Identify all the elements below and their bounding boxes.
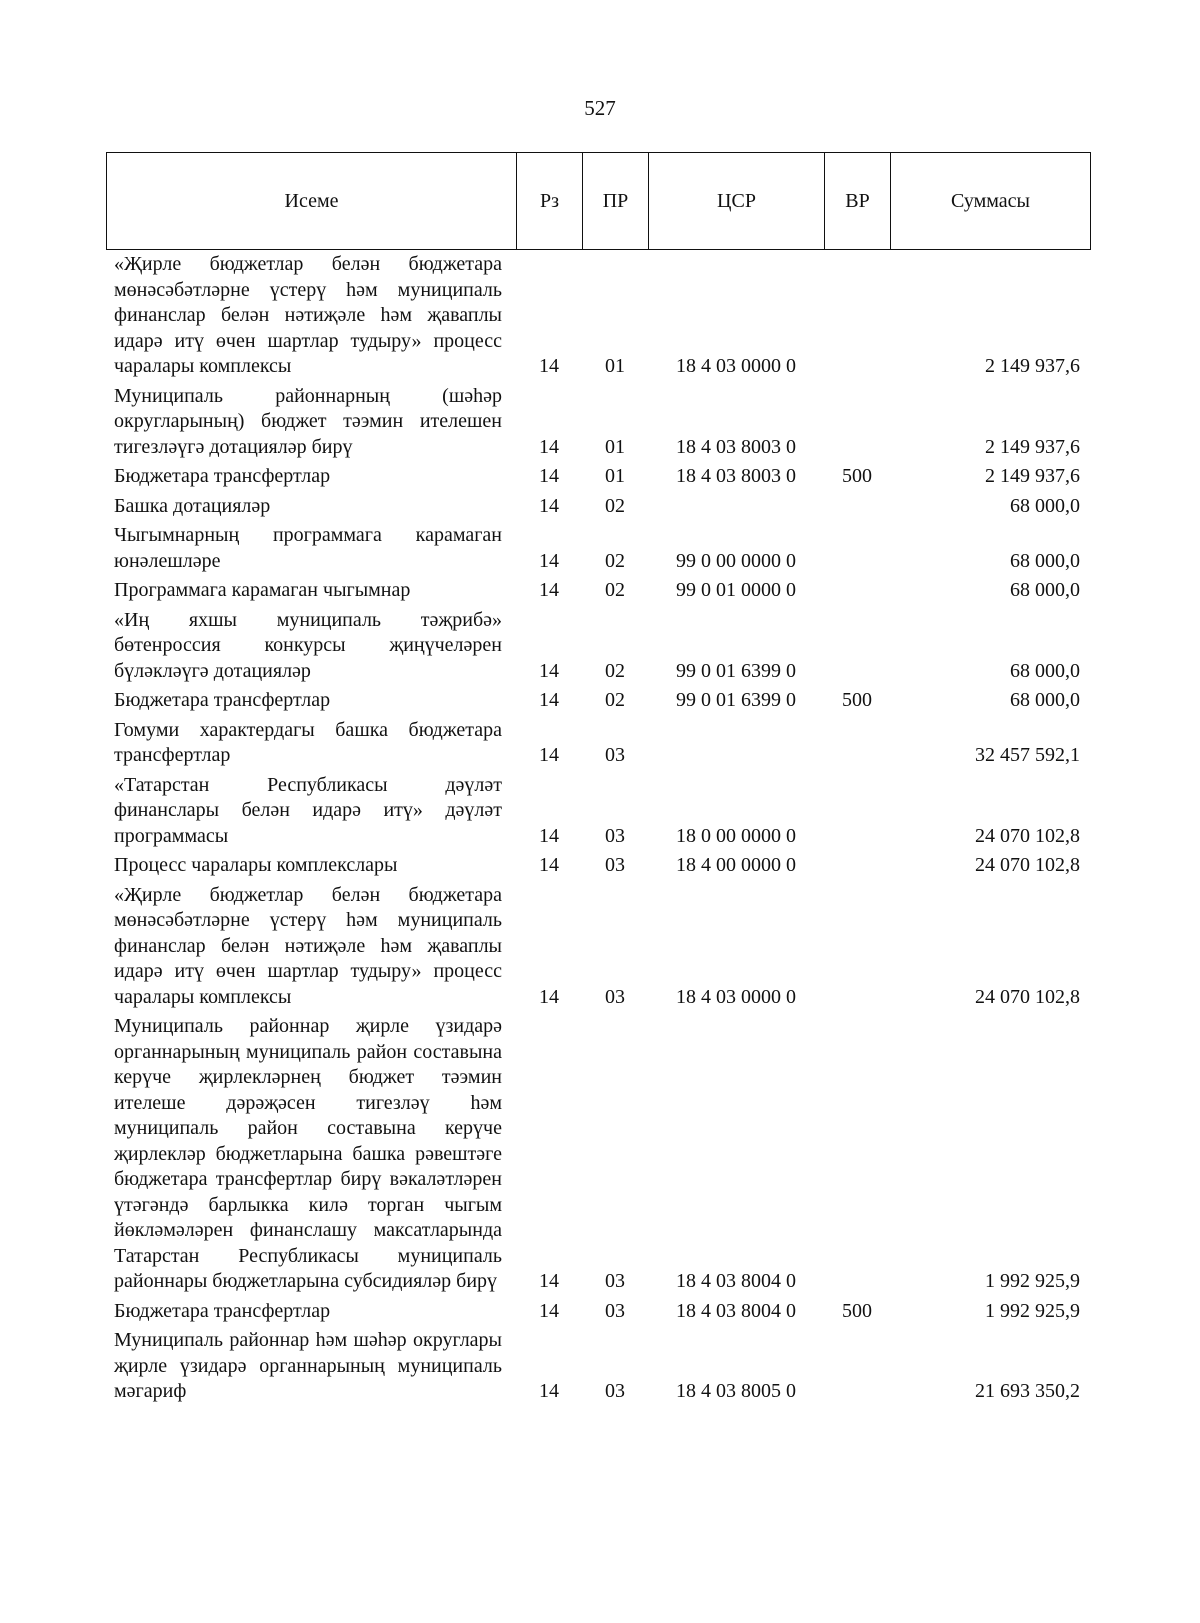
- cell-name: Бюджетара трансфертлар: [114, 689, 331, 711]
- table-row: [106, 773, 1090, 854]
- cell-csr: 99 0 01 6399 0: [676, 689, 796, 711]
- cell-name: «Җирле бюджетлар белән бюджетара мөнәсәбәтләрне үстерү һәм муниципаль финанслар белән нәтиҗәле һәм җаваплы идарә итү өчен шартлар тудыру» процесс чаралары комплексы: [114, 253, 502, 377]
- column-header-rz: Рз: [517, 153, 583, 250]
- cell-rz: 14: [539, 985, 559, 1008]
- cell-rz: 14: [539, 579, 559, 601]
- cell-pr: 03: [605, 824, 625, 847]
- column-header-vr: ВР: [825, 153, 891, 250]
- budget-table: [106, 252, 1090, 1409]
- cell-pr: 03: [605, 1270, 625, 1292]
- cell-name: Программага карамаган чыгымнар: [114, 579, 411, 601]
- cell-sum: 68 000,0: [1010, 689, 1080, 711]
- cell-vr: [824, 718, 890, 773]
- cell-pr: 01: [605, 355, 625, 377]
- cell-pr: 03: [605, 744, 625, 766]
- cell-vr: [824, 578, 890, 608]
- page-number: 527: [584, 96, 616, 120]
- cell-csr: 18 4 03 8004 0: [676, 1299, 796, 1322]
- table-row: [106, 523, 1090, 578]
- cell-name: «Җирле бюджетлар белән бюджетара мөнәсәбәтләрне үстерү һәм муниципаль финанслар белән нәтиҗәле һәм җаваплы идарә итү өчен шартлар тудыру» процесс чаралары комплексы: [114, 883, 502, 1008]
- cell-sum: 2 149 937,6: [985, 435, 1080, 458]
- table-body: [106, 252, 1090, 1409]
- cell-vr: 500: [842, 465, 872, 487]
- table-header: [106, 152, 1091, 250]
- cell-csr: 99 0 00 0000 0: [676, 549, 796, 572]
- cell-name: Башка дотацияләр: [114, 494, 271, 517]
- column-header-csr: ЦСР: [649, 153, 825, 250]
- cell-rz: 14: [539, 1270, 559, 1292]
- cell-name: Бюджетара трансфертлар: [114, 1299, 331, 1322]
- cell-vr: [824, 773, 890, 854]
- cell-pr: 01: [605, 465, 625, 487]
- cell-sum: 24 070 102,8: [975, 824, 1080, 847]
- cell-rz: 14: [539, 355, 559, 377]
- cell-name: Чыгымнарның программага карамаган юнәлешләре: [114, 524, 502, 572]
- cell-vr: 500: [842, 1299, 872, 1322]
- cell-vr: [824, 608, 890, 689]
- cell-pr: 02: [605, 494, 625, 517]
- cell-vr: [824, 853, 890, 883]
- cell-name: «Татарстан Республикасы дәүләт финанслары белән идарә итү» дәүләт программасы: [114, 773, 502, 847]
- cell-csr: [648, 718, 824, 773]
- table-row: [106, 608, 1090, 689]
- cell-sum: 68 000,0: [1010, 494, 1080, 517]
- cell-vr: [824, 1328, 890, 1409]
- cell-sum: 68 000,0: [1010, 659, 1080, 682]
- cell-rz: 14: [539, 494, 559, 517]
- table-row: [106, 1014, 1090, 1299]
- cell-sum: 68 000,0: [1010, 579, 1080, 601]
- table-row: [106, 578, 1090, 608]
- cell-name: Гомуми характердагы башка бюджетара трансфертлар: [114, 718, 502, 766]
- table-row: [106, 688, 1090, 718]
- cell-rz: 14: [539, 659, 559, 682]
- cell-sum: 1 992 925,9: [985, 1299, 1080, 1322]
- cell-vr: [824, 1014, 890, 1299]
- cell-vr: [824, 494, 890, 524]
- cell-csr: 18 4 03 0000 0: [676, 985, 796, 1008]
- cell-vr: [824, 523, 890, 578]
- cell-sum: 24 070 102,8: [975, 854, 1080, 876]
- cell-rz: 14: [539, 435, 559, 458]
- cell-sum: 1 992 925,9: [985, 1270, 1080, 1292]
- table-row: [106, 464, 1090, 494]
- cell-name: «Иң яхшы муниципаль тәҗрибә» бөтенроссия конкурсы җиңүчеләрен бүләкләүгә дотацияләр: [114, 608, 502, 682]
- column-header-sum: Суммасы: [891, 153, 1091, 250]
- cell-pr: 03: [605, 854, 625, 876]
- cell-csr: [648, 494, 824, 524]
- cell-rz: 14: [539, 854, 559, 876]
- table-row: [106, 883, 1090, 1015]
- cell-name: Муниципаль районнарның (шәһәр округларының) бюджет тәэмин ителешен тигезләүгә дотацияләр бирү: [114, 384, 502, 458]
- cell-pr: 02: [605, 549, 625, 572]
- cell-vr: 500: [842, 689, 872, 711]
- table-row: [106, 384, 1090, 465]
- cell-pr: 02: [605, 659, 625, 682]
- cell-csr: 18 0 00 0000 0: [676, 824, 796, 847]
- table-row: [106, 853, 1090, 883]
- table-row: [106, 494, 1090, 524]
- cell-vr: [824, 384, 890, 465]
- cell-csr: 18 4 03 8004 0: [676, 1270, 796, 1292]
- cell-rz: 14: [539, 824, 559, 847]
- cell-csr: 18 4 03 8003 0: [676, 435, 796, 458]
- cell-name: Муниципаль районнар һәм шәһәр округлары җирле үзидарә органнарының муниципаль мәгариф: [114, 1329, 502, 1402]
- cell-sum: 21 693 350,2: [975, 1380, 1080, 1402]
- cell-vr: [824, 252, 890, 384]
- cell-name: Муниципаль районнар җирле үзидарә органнарының муниципаль район составына керүче җирлекләрнең бюджет тәэмин ителеше дәрәҗәсен тигезләү һәм муниципаль район составына керүче җирлекләр бюджетларына башка рәвештәге бюджетара трансфертлар бирү вәкаләтләрен үтәгәндә барлыкка килә торган чыгым йөкләмәләрен финанслашу максатларында Татарстан Республикасы муниципаль районнары бюджетларына субсидияләр бирү: [114, 1015, 502, 1292]
- cell-pr: 03: [605, 1299, 625, 1322]
- column-header-name: Исеме: [107, 153, 517, 250]
- cell-vr: [824, 883, 890, 1015]
- cell-name: Бюджетара трансфертлар: [114, 465, 331, 487]
- table-row: [106, 1299, 1090, 1329]
- cell-pr: 03: [605, 1380, 625, 1402]
- column-header-pr: ПР: [583, 153, 649, 250]
- table-row: [106, 718, 1090, 773]
- cell-rz: 14: [539, 1299, 559, 1322]
- cell-sum: 24 070 102,8: [975, 985, 1080, 1008]
- cell-sum: 32 457 592,1: [975, 744, 1080, 766]
- cell-sum: 2 149 937,6: [985, 355, 1080, 377]
- cell-csr: 18 4 03 8003 0: [676, 465, 796, 487]
- cell-sum: 2 149 937,6: [985, 465, 1080, 487]
- cell-csr: 18 4 03 8005 0: [676, 1380, 796, 1402]
- table-row: [106, 252, 1090, 384]
- cell-rz: 14: [539, 549, 559, 572]
- cell-csr: 18 4 00 0000 0: [676, 854, 796, 876]
- cell-csr: 18 4 03 0000 0: [676, 355, 796, 377]
- cell-pr: 03: [605, 985, 625, 1008]
- cell-rz: 14: [539, 689, 559, 711]
- cell-pr: 01: [605, 435, 625, 458]
- cell-csr: 99 0 01 6399 0: [676, 659, 796, 682]
- cell-sum: 68 000,0: [1010, 549, 1080, 572]
- cell-name: Процесс чаралары комплекслары: [114, 854, 398, 876]
- cell-rz: 14: [539, 465, 559, 487]
- cell-pr: 02: [605, 689, 625, 711]
- cell-csr: 99 0 01 0000 0: [676, 579, 796, 601]
- table-row: [106, 1328, 1090, 1409]
- cell-rz: 14: [539, 744, 559, 766]
- cell-pr: 02: [605, 579, 625, 601]
- cell-rz: 14: [539, 1380, 559, 1402]
